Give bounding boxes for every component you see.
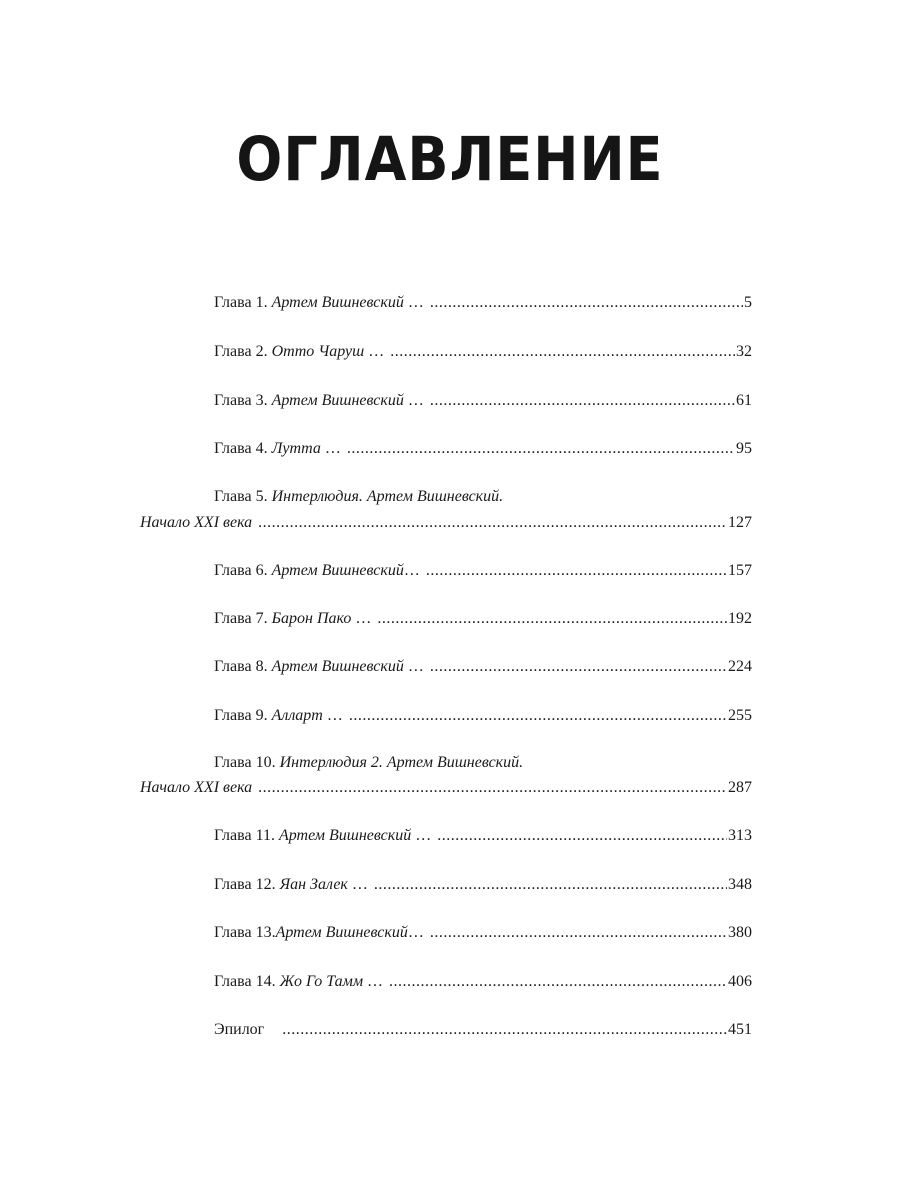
chapter-name: Артем Вишневский — [275, 924, 408, 941]
chapter-prefix: Глава 4. — [214, 440, 268, 457]
chapter-name: Артем Вишневский — [271, 658, 404, 675]
chapter-prefix: Глава 14. — [214, 973, 276, 990]
chapter-name: Артем Вишневский — [278, 827, 412, 844]
toc-entry[interactable] — [214, 658, 752, 682]
chapter-name: Лутта — [271, 440, 321, 457]
chapter-prefix: Глава 8. — [214, 658, 268, 675]
toc-entry-heading[interactable] — [214, 754, 752, 778]
toc-entry[interactable] — [214, 610, 752, 634]
leader-ellipsis: … — [326, 707, 343, 724]
chapter-name: Отто Чаруш — [271, 343, 365, 360]
leader-ellipsis: … — [407, 392, 424, 409]
leader-ellipsis: … — [368, 343, 385, 360]
page-number: 61 — [736, 392, 752, 409]
toc-entry-epilogue[interactable] — [214, 1021, 752, 1045]
leader-ellipsis: … — [407, 294, 424, 311]
page-number: 255 — [728, 707, 752, 724]
chapter-prefix: Глава 5. — [214, 488, 268, 505]
toc-entry[interactable] — [214, 294, 752, 318]
page-number: 5 — [744, 294, 752, 311]
leader-ellipsis: … — [324, 440, 341, 457]
chapter-prefix: Глава 9. — [214, 707, 268, 724]
dot-leader — [430, 392, 735, 410]
chapter-name: Интерлюдия. Артем Вишневский. — [271, 488, 504, 505]
toc-entry[interactable] — [214, 876, 752, 900]
chapter-name: Артем Вишневский — [271, 392, 404, 409]
chapter-prefix: Глава 11. — [214, 827, 275, 844]
dot-leader — [426, 562, 727, 580]
chapter-name: Аллapт — [271, 707, 323, 724]
chapter-subtitle: Начало XXI века — [140, 779, 253, 796]
page-title: ОГЛАВЛЕНИЕ — [236, 124, 664, 195]
page-number: 451 — [728, 1021, 752, 1038]
toc-entry-continuation[interactable] — [140, 514, 752, 538]
chapter-name: Интерлюдия 2. Артем Вишневский. — [279, 754, 524, 771]
epilogue-label: Эпилог — [214, 1021, 265, 1038]
leader-ellipsis: … — [407, 658, 424, 675]
dot-leader — [258, 779, 727, 797]
dot-leader — [258, 514, 727, 532]
chapter-subtitle: Начало XXI века — [140, 514, 253, 531]
dot-leader — [349, 707, 727, 725]
leader-ellipsis: … — [351, 876, 368, 893]
page-number: 380 — [728, 924, 752, 941]
toc-entry[interactable] — [214, 343, 752, 367]
chapter-prefix: Глава 13. — [214, 924, 276, 941]
page-number: 127 — [728, 514, 752, 531]
chapter-name: Жо Го Тамм — [279, 973, 364, 990]
toc-entry[interactable] — [214, 924, 752, 948]
page-number: 32 — [736, 343, 752, 360]
page-number: 157 — [728, 562, 752, 579]
page-number: 192 — [728, 610, 752, 627]
chapter-name: Яан Залек — [279, 876, 348, 893]
chapter-prefix: Глава 3. — [214, 392, 268, 409]
page-number: 406 — [728, 973, 752, 990]
page-number: 313 — [728, 827, 752, 844]
chapter-prefix: Глава 10. — [214, 754, 276, 771]
toc-entry[interactable] — [214, 392, 752, 416]
leader-ellipsis: … — [403, 562, 420, 579]
toc-entry-continuation[interactable] — [140, 779, 752, 803]
dot-leader — [430, 658, 727, 676]
dot-leader — [377, 610, 727, 628]
dot-leader — [374, 876, 727, 894]
dot-leader — [430, 294, 743, 312]
page-number: 287 — [728, 779, 752, 796]
chapter-prefix: Глава 12. — [214, 876, 276, 893]
toc-entry[interactable] — [214, 707, 752, 731]
chapter-prefix: Глава 7. — [214, 610, 268, 627]
page-number: 224 — [728, 658, 752, 675]
chapter-name: Барон Пако — [271, 610, 352, 627]
chapter-name: Артем Вишневский — [271, 294, 404, 311]
toc-entry[interactable] — [214, 827, 752, 851]
toc-entry[interactable] — [214, 562, 752, 586]
dot-leader — [390, 343, 735, 361]
leader-ellipsis: … — [407, 924, 424, 941]
dot-leader — [282, 1021, 727, 1039]
toc-entry[interactable] — [214, 440, 752, 464]
leader-ellipsis: … — [415, 827, 432, 844]
chapter-prefix: Глава 1. — [214, 294, 268, 311]
page-number: 95 — [736, 440, 752, 457]
chapter-prefix: Глава 6. — [214, 562, 268, 579]
chapter-prefix: Глава 2. — [214, 343, 268, 360]
leader-ellipsis: … — [367, 973, 384, 990]
dot-leader — [437, 827, 727, 845]
chapter-name: Артем Вишневский — [271, 562, 404, 579]
dot-leader — [347, 440, 735, 458]
dot-leader — [430, 924, 727, 942]
toc-entry[interactable] — [214, 973, 752, 997]
dot-leader — [389, 973, 727, 991]
toc-entry-heading[interactable] — [214, 488, 752, 512]
page-number: 348 — [728, 876, 752, 893]
leader-ellipsis: … — [355, 610, 372, 627]
